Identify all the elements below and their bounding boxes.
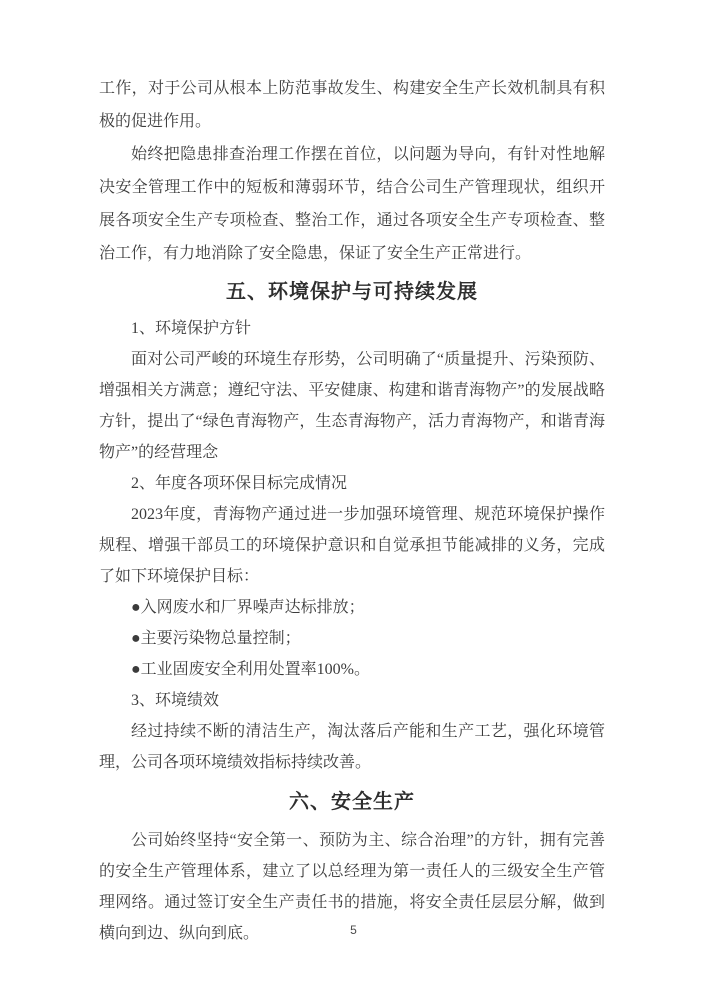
document-content: [99, 72, 605, 949]
bullet-item-solid-waste: ●工业固废安全利用处置率100%。: [131, 661, 370, 678]
bullet-item-wastewater-noise: ●入网废水和厂界噪声达标排放；: [131, 599, 365, 616]
page-number: 5: [350, 923, 357, 937]
heading-environment-protection: 五、环境保护与可持续发展: [226, 281, 478, 303]
numbered-item-env-targets: 2、年度各项环保目标完成情况: [131, 475, 348, 492]
paragraph-continuation: 工作，对于公司从根本上防范事故发生、构建安全生产长效机制具有积极的促进作用。: [99, 80, 605, 130]
paragraph-env-targets: 2023年度，青海物产通过进一步加强环境管理、规范环境保护操作规程、增强干部员工的环境保护意识和自觉承担节能减排的义务，完成了如下环境保护目标：: [99, 506, 605, 585]
paragraph-safety-production: 公司始终坚持“安全第一、预防为主、综合治理”的方针，拥有完善的安全生产管理体系，建立了以总经理为第一责任人的三级安全生产管理网络。通过签订安全生产责任书的措施，将安全责任层层分解，做到横向到边、纵向到底。: [99, 832, 605, 942]
numbered-item-env-performance: 3、环境绩效: [131, 692, 220, 709]
numbered-item-env-policy: 1、环境保护方针: [131, 320, 252, 337]
heading-safety-production: 六、安全生产: [289, 791, 415, 813]
bullet-item-pollutant-control: ●主要污染物总量控制；: [131, 630, 301, 647]
paragraph-env-performance: 经过持续不断的清洁生产，淘汰落后产能和生产工艺，强化环境管理，公司各项环境绩效指标持续改善。: [99, 723, 605, 771]
paragraph-env-policy: 面对公司严峻的环境生存形势，公司明确了“质量提升、污染预防、增强相关方满意；遵纪守法、平安健康、构建和谐青海物产”的发展战略方针，提出了“绿色青海物产，生态青海物产，活力青海物产，和谐青海物产”的经营理念: [99, 351, 605, 461]
paragraph-hazard-investigation: 始终把隐患排查治理工作摆在首位，以问题为导向，有针对性地解决安全管理工作中的短板和薄弱环节，结合公司生产管理现状，组织开展各项安全生产专项检查、整治工作，通过各项安全生产专项检查、整治工作，有力地消除了安全隐患，保证了安全生产正常进行。: [99, 146, 605, 262]
